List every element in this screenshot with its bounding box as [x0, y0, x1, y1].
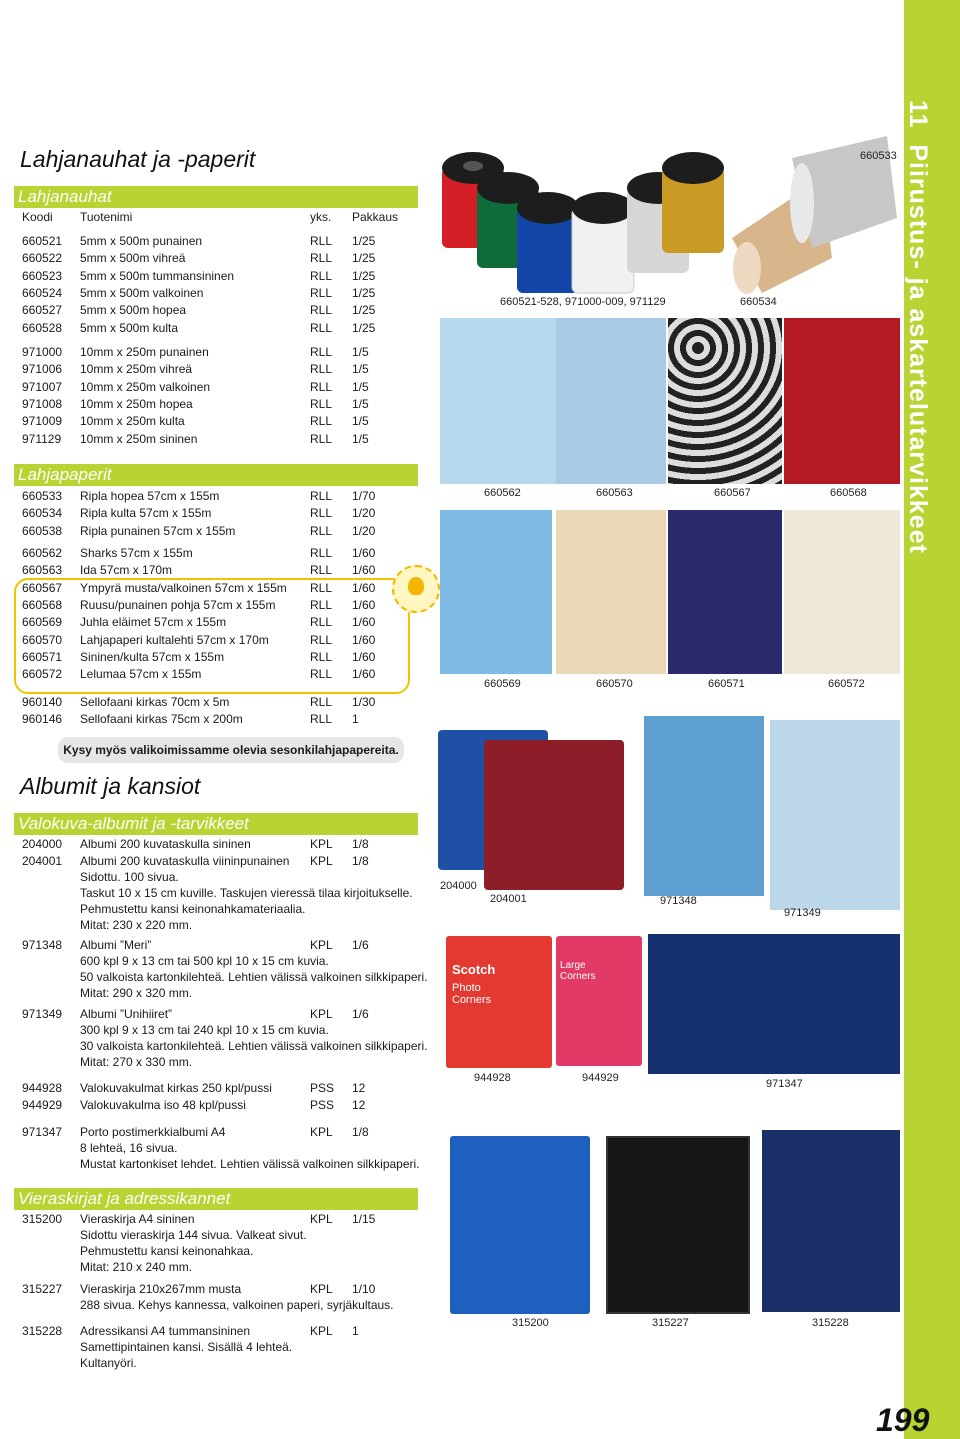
cell-pack: 1/25: [352, 320, 376, 335]
section-name: Piirustus- ja askartelutarvikkeet: [904, 144, 932, 554]
paper-animals-photo: [440, 510, 552, 674]
cell-code: 660534: [22, 506, 63, 521]
brand-large-corners: Large Corners: [560, 960, 596, 982]
cell-code: 660571: [22, 649, 63, 664]
cell-name: 5mm x 500m tummansininen: [80, 268, 235, 283]
cell-unit: KPL: [310, 1125, 333, 1139]
cell-code: 660563: [22, 563, 63, 578]
cell-name: Sininen/kulta 57cm x 155m: [80, 649, 225, 664]
col-unit-header: yks.: [310, 210, 332, 224]
cell-unit: RLL: [310, 563, 333, 578]
cell-name: Adressikansi A4 tummansininen: [80, 1324, 251, 1338]
paper-circles-photo: [668, 318, 782, 484]
cell-code: 660570: [22, 632, 63, 647]
cell-code: 971007: [22, 379, 63, 394]
cell-code: 660562: [22, 546, 63, 560]
cell-unit: RLL: [310, 234, 333, 248]
ribbons-band: Lahjanauhat: [14, 186, 418, 208]
cell-pack: 1/60: [352, 632, 376, 647]
cell-unit: RLL: [310, 414, 333, 429]
cell-unit: KPL: [310, 854, 333, 868]
cell-unit: RLL: [310, 712, 333, 727]
note-line: Kultanyöri.: [80, 1356, 137, 1370]
cell-name: Porto postimerkkialbumi A4: [80, 1125, 226, 1139]
cell-name: Ruusu/punainen pohja 57cm x 155m: [80, 597, 276, 612]
caption-315200: 315200: [512, 1317, 549, 1329]
cell-unit: RLL: [310, 615, 333, 630]
cell-pack: 1/10: [352, 1282, 376, 1296]
note-line: 300 kpl 9 x 13 cm tai 240 kpl 10 x 15 cm kuvia.: [80, 1023, 329, 1037]
caption-660562: 660562: [484, 487, 521, 499]
cell-pack: 1/5: [352, 362, 369, 377]
section-number: 11: [904, 100, 932, 129]
cell-pack: 1: [352, 1324, 359, 1338]
cell-pack: 1/25: [352, 268, 376, 283]
note-line: 600 kpl 9 x 13 cm tai 500 kpl 10 x 15 cm kuvia.: [80, 954, 329, 968]
cell-unit: KPL: [310, 1007, 333, 1021]
cell-unit: RLL: [310, 546, 333, 560]
cell-pack: 1/8: [352, 854, 369, 868]
cell-code: 660568: [22, 597, 63, 612]
cell-pack: 1/25: [352, 234, 376, 248]
cell-unit: RLL: [310, 285, 333, 300]
cell-code: 660523: [22, 268, 63, 283]
cell-code: 660572: [22, 667, 63, 682]
cell-unit: RLL: [310, 431, 333, 446]
cell-name: 10mm x 250m punainen: [80, 345, 209, 359]
cell-name: Valokuvakulma iso 48 kpl/pussi: [80, 1098, 246, 1112]
cell-pack: 1/5: [352, 431, 369, 446]
cell-unit: RLL: [310, 362, 333, 377]
cell-name: 10mm x 250m kulta: [80, 414, 185, 429]
gift-title: Lahjanauhat ja -paperit: [20, 146, 256, 172]
cell-pack: 1/5: [352, 396, 369, 411]
cell-pack: 1: [352, 712, 359, 727]
cell-name: Valokuvakulmat kirkas 250 kpl/pussi: [80, 1081, 272, 1095]
cell-code: 660527: [22, 303, 63, 318]
cell-name: 5mm x 500m punainen: [80, 234, 203, 248]
cell-unit: PSS: [310, 1098, 335, 1112]
caption-spools: 660521-528, 971000-009, 971129: [500, 296, 666, 308]
cell-name: Albumi 200 kuvataskulla sininen: [80, 837, 251, 851]
note-line: 8 lehteä, 16 sivua.: [80, 1141, 178, 1155]
seasonal-tip: Kysy myös valikoimissamme olevia sesonkilahjapapereita.: [58, 737, 404, 763]
note-line: 288 sivua. Kehys kannessa, valkoinen paperi, syrjäkultaus.: [80, 1298, 394, 1312]
cell-code: 960146: [22, 712, 63, 727]
cell-pack: 1/5: [352, 414, 369, 429]
cell-code: 971009: [22, 414, 63, 429]
cell-unit: RLL: [310, 649, 333, 664]
cell-unit: KPL: [310, 938, 333, 952]
cell-unit: RLL: [310, 251, 333, 266]
cell-name: Vieraskirja 210x267mm musta: [80, 1282, 242, 1296]
cell-pack: 1/60: [352, 649, 376, 664]
cell-pack: 1/25: [352, 303, 376, 318]
cell-name: 5mm x 500m valkoinen: [80, 285, 204, 300]
cell-code: 315228: [22, 1324, 63, 1338]
guestbook-blue-photo: [450, 1136, 590, 1314]
caption-660563: 660563: [596, 487, 633, 499]
cell-pack: 1/15: [352, 1212, 376, 1226]
note-line: 50 valkoista kartonkilehteä. Lehtien välissä valkoinen silkkipaperi.: [80, 970, 428, 984]
cell-code: 971129: [22, 431, 62, 446]
cell-code: 660522: [22, 251, 63, 266]
cell-unit: RLL: [310, 489, 333, 503]
cell-unit: RLL: [310, 268, 333, 283]
note-line: Mitat: 270 x 330 mm.: [80, 1055, 193, 1069]
col-pack-header: Pakkaus: [352, 210, 399, 224]
cell-unit: RLL: [310, 303, 333, 318]
caption-944929: 944929: [582, 1072, 619, 1084]
note-line: Sidottu. 100 sivua.: [80, 870, 179, 884]
caption-660567: 660567: [714, 487, 751, 499]
cell-pack: 1/6: [352, 1007, 369, 1021]
page-number: 199: [876, 1402, 930, 1438]
cell-unit: RLL: [310, 667, 333, 682]
cell-pack: 1/25: [352, 251, 376, 266]
paper-goldleaf-photo: [556, 510, 666, 674]
cell-code: 971008: [22, 396, 63, 411]
cell-code: 660528: [22, 320, 63, 335]
cell-code: 971006: [22, 362, 63, 377]
photo-corners-pack: [446, 936, 552, 1068]
cell-name: 5mm x 500m kulta: [80, 320, 179, 335]
note-line: Pehmustettu kansi keinonahkaa.: [80, 1244, 254, 1258]
cell-pack: 1/8: [352, 837, 369, 851]
caption-660570: 660570: [596, 678, 633, 690]
caption-971348: 971348: [660, 895, 697, 907]
cell-name: Ida 57cm x 170m: [80, 563, 173, 578]
cell-code: 944929: [22, 1098, 63, 1112]
papers-band: Lahjapaperit: [14, 464, 418, 486]
cell-pack: 12: [352, 1098, 366, 1112]
caption-660569: 660569: [484, 678, 521, 690]
cell-unit: KPL: [310, 837, 333, 851]
cell-pack: 1/30: [352, 695, 376, 709]
cell-pack: 1/60: [352, 546, 376, 560]
cell-unit: RLL: [310, 506, 333, 521]
cell-name: Lelumaa 57cm x 155m: [80, 667, 202, 682]
note-line: Mustat kartonkiset lehdet. Lehtien välissä valkoinen silkkipaperi.: [80, 1157, 420, 1171]
cell-name: Albumi ”Unihiiret”: [80, 1007, 173, 1021]
caption-660534: 660534: [740, 296, 777, 308]
cell-code: 660533: [22, 489, 63, 503]
caption-204001: 204001: [490, 893, 527, 905]
cell-unit: RLL: [310, 396, 333, 411]
paper-bluegold-photo: [668, 510, 782, 674]
cell-code: 660569: [22, 615, 63, 630]
cell-name: 10mm x 250m vihreä: [80, 362, 193, 377]
albums-title: Albumit ja kansiot: [20, 773, 201, 799]
cell-name: Albumi ”Meri”: [80, 938, 152, 952]
paper-sharks-photo: [440, 318, 556, 484]
cell-name: Sharks 57cm x 155m: [80, 546, 193, 560]
cell-code: 660524: [22, 285, 63, 300]
cell-code: 315227: [22, 1282, 63, 1296]
cell-name: Ripla kulta 57cm x 155m: [80, 506, 212, 521]
cell-unit: RLL: [310, 523, 333, 538]
cell-pack: 1/70: [352, 489, 376, 503]
cell-code: 204000: [22, 837, 63, 851]
cell-code: 660521: [22, 234, 63, 248]
caption-315227: 315227: [652, 1317, 689, 1329]
album-unihiiret-photo: [770, 720, 900, 910]
ribbon-spools-photo: [432, 128, 902, 298]
cell-name: 5mm x 500m hopea: [80, 303, 187, 318]
paper-roses-photo: [784, 318, 900, 484]
brand-photo-corners: Photo Corners: [452, 982, 492, 1006]
cell-pack: 1/20: [352, 523, 376, 538]
cell-pack: 1/60: [352, 563, 376, 578]
col-code-header: Koodi: [22, 210, 53, 224]
cell-unit: RLL: [310, 632, 333, 647]
cell-pack: 1/20: [352, 506, 376, 521]
cell-unit: PSS: [310, 1081, 335, 1095]
cell-code: 315200: [22, 1212, 63, 1226]
cell-unit: KPL: [310, 1282, 333, 1296]
cell-name: Lahjapaperi kultalehti 57cm x 170m: [80, 632, 269, 647]
cell-pack: 1/6: [352, 938, 369, 952]
cell-pack: 1/60: [352, 597, 376, 612]
cell-pack: 1/60: [352, 667, 376, 682]
caption-660568: 660568: [830, 487, 867, 499]
caption-315228: 315228: [812, 1317, 849, 1329]
cell-pack: 1/60: [352, 615, 376, 630]
cell-code: 204001: [22, 854, 63, 868]
caption-204000: 204000: [440, 880, 477, 892]
cell-code: 960140: [22, 695, 63, 709]
cell-code: 971000: [22, 345, 63, 359]
cell-unit: RLL: [310, 580, 333, 595]
cell-code: 660567: [22, 580, 63, 595]
cell-name: Ympyrä musta/valkoinen 57cm x 155m: [80, 580, 287, 595]
cell-pack: 1/5: [352, 345, 369, 359]
cell-code: 944928: [22, 1081, 63, 1095]
cell-unit: RLL: [310, 320, 333, 335]
caption-660533: 660533: [860, 150, 897, 162]
note-line: Mitat: 230 x 220 mm.: [80, 918, 193, 932]
cell-name: Albumi 200 kuvataskulla viininpunainen: [80, 854, 290, 868]
section-title: [903, 100, 932, 554]
cell-unit: RLL: [310, 345, 333, 359]
cell-name: 10mm x 250m sininen: [80, 431, 198, 446]
large-corners-pack: [556, 936, 642, 1066]
note-line: Mitat: 290 x 320 mm.: [80, 986, 193, 1000]
paper-toyland-photo: [784, 510, 900, 674]
cell-pack: 1/25: [352, 285, 376, 300]
album-meri-photo: [644, 716, 764, 896]
stamp-album-photo: [648, 934, 900, 1074]
caption-971349: 971349: [784, 907, 821, 919]
cell-name: Vieraskirja A4 sininen: [80, 1212, 195, 1226]
guest-band: Vieraskirjat ja adressikannet: [14, 1188, 418, 1210]
cell-unit: RLL: [310, 695, 333, 709]
cell-name: Sellofaani kirkas 70cm x 5m: [80, 695, 230, 709]
lightbulb-icon: [392, 565, 440, 613]
cell-name: Sellofaani kirkas 75cm x 200m: [80, 712, 243, 727]
caption-660572: 660572: [828, 678, 865, 690]
note-line: Samettipintainen kansi. Sisällä 4 lehteä.: [80, 1340, 293, 1354]
cell-name: 5mm x 500m vihreä: [80, 251, 186, 266]
cell-name: 10mm x 250m hopea: [80, 396, 193, 411]
caption-944928: 944928: [474, 1072, 511, 1084]
cell-unit: KPL: [310, 1212, 333, 1226]
brand-scotch: Scotch: [452, 962, 496, 977]
guestbook-black-photo: [606, 1136, 750, 1314]
cell-unit: RLL: [310, 597, 333, 612]
paper-ida-photo: [556, 318, 666, 484]
cell-pack: 1/60: [352, 580, 376, 595]
cell-unit: KPL: [310, 1324, 333, 1338]
cell-code: 971347: [22, 1125, 63, 1139]
cell-code: 971348: [22, 938, 63, 952]
cell-pack: 12: [352, 1081, 366, 1095]
cell-name: Ripla punainen 57cm x 155m: [80, 523, 236, 538]
cell-unit: RLL: [310, 379, 333, 394]
cell-name: 10mm x 250m valkoinen: [80, 379, 211, 394]
cell-pack: 1/8: [352, 1125, 369, 1139]
col-name-header: Tuotenimi: [80, 210, 133, 224]
cell-pack: 1/5: [352, 379, 369, 394]
caption-660571: 660571: [708, 678, 745, 690]
note-line: Sidottu vieraskirja 144 sivua. Valkeat sivut.: [80, 1228, 307, 1242]
cell-code: 971349: [22, 1007, 63, 1021]
note-line: Taskut 10 x 15 cm kuville. Taskujen vieressä tilaa kirjoitukselle.: [80, 886, 413, 900]
album-wine-photo: [484, 740, 624, 890]
photo-band: Valokuva-albumit ja -tarvikkeet: [14, 813, 418, 835]
cell-name: Juhla eläimet 57cm x 155m: [80, 615, 227, 630]
cell-name: Ripla hopea 57cm x 155m: [80, 489, 220, 503]
note-line: Pehmustettu kansi keinonahkamateriaalia.: [80, 902, 306, 916]
note-line: 30 valkoista kartonkilehteä. Lehtien välissä valkoinen silkkipaperi.: [80, 1039, 428, 1053]
note-line: Mitat: 210 x 240 mm.: [80, 1260, 193, 1274]
address-cover-photo: [762, 1130, 900, 1312]
cell-code: 660538: [22, 523, 63, 538]
caption-971347: 971347: [766, 1078, 803, 1090]
